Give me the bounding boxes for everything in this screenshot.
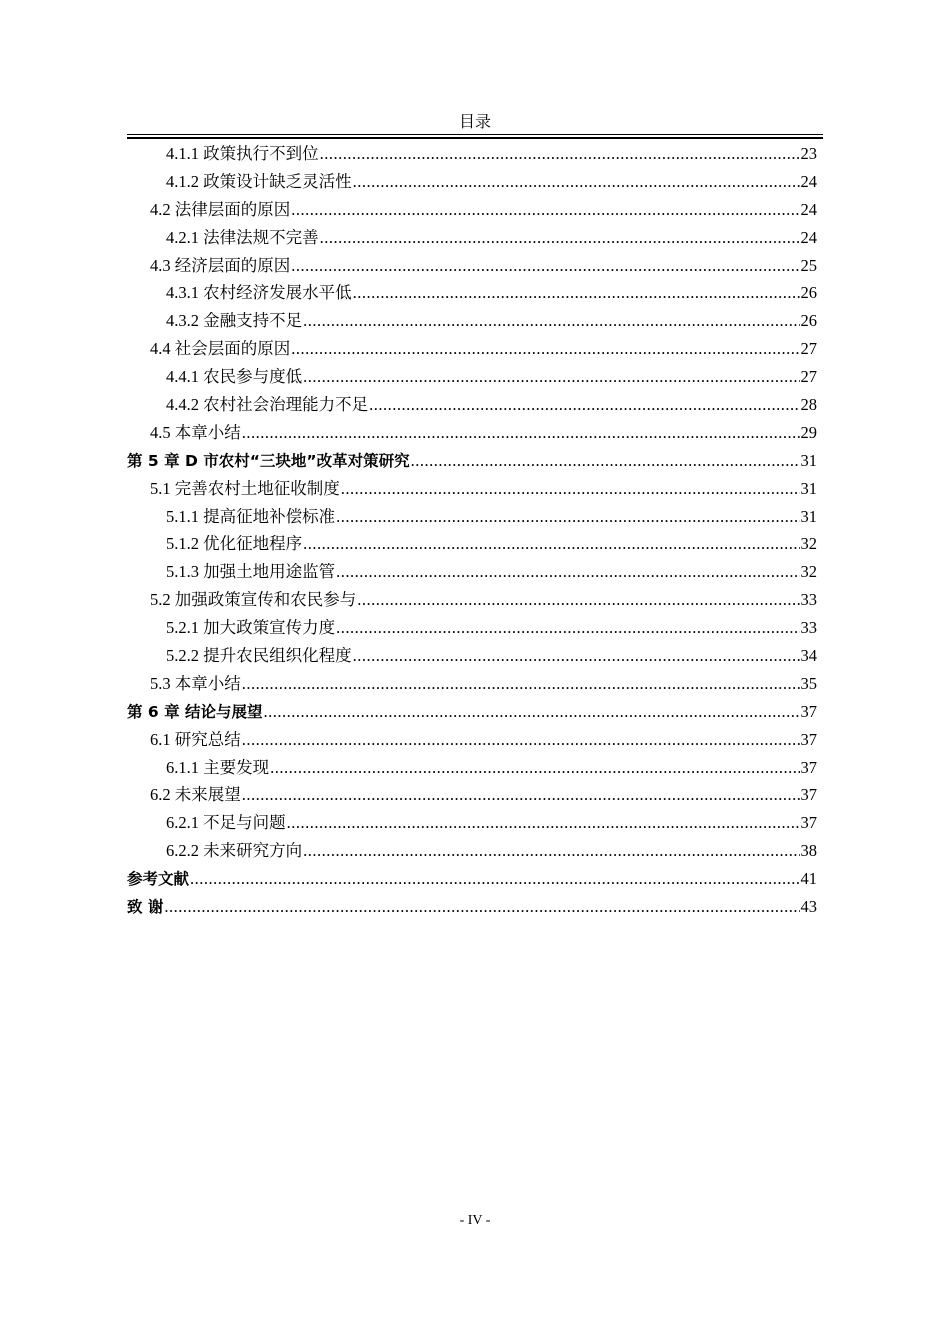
toc-entry-title: 4.3.1 农村经济发展水平低 [166, 283, 352, 303]
toc-entry-page: 43 [800, 897, 817, 917]
toc-leader-dots [164, 893, 799, 921]
toc-leader-dots [357, 586, 799, 614]
page-number: - IV - [459, 1213, 491, 1228]
toc-entry[interactable] [127, 837, 817, 865]
toc-entry[interactable] [127, 558, 817, 586]
toc-entry-title: 6.1 研究总结 [150, 729, 241, 749]
header-rule-thick [127, 137, 823, 139]
toc-leader-dots [291, 252, 799, 280]
toc-leader-dots [190, 865, 799, 893]
toc-entry-page: 23 [800, 144, 817, 163]
toc-entry[interactable] [127, 279, 817, 307]
toc-entry-title: 5.2.2 提升农民组织化程度 [166, 646, 352, 666]
toc-leader-dots [353, 642, 800, 670]
toc-entry-page: 34 [800, 646, 817, 666]
toc-leader-dots [242, 419, 800, 447]
toc-entry-title: 5.1.1 提高征地补偿标准 [166, 506, 336, 526]
toc-entry[interactable] [127, 642, 817, 670]
toc-entry-title: 5.2 加强政策宣传和农民参与 [150, 590, 357, 610]
toc-entry-title: 4.3.2 金融支持不足 [166, 311, 303, 331]
toc-entry-title: 6.2.1 不足与问题 [166, 813, 286, 833]
toc-entry-page: 31 [800, 450, 817, 470]
toc-entry-page: 37 [800, 757, 817, 777]
toc-entry[interactable] [127, 614, 817, 642]
toc-leader-dots [341, 475, 800, 503]
toc-leader-dots [270, 754, 799, 782]
toc-leader-dots [353, 279, 800, 307]
toc-entry[interactable] [127, 447, 817, 475]
toc-entry-page: 32 [800, 562, 817, 582]
toc-entry[interactable] [127, 670, 817, 698]
toc-entry[interactable] [127, 754, 817, 782]
toc-leader-dots [303, 837, 799, 865]
toc-entry-title: 第 6 章 结论与展望 [127, 702, 263, 721]
toc-entry-page: 24 [800, 227, 817, 247]
toc-entry[interactable] [127, 698, 817, 726]
toc-entry[interactable] [127, 196, 817, 224]
toc-entry[interactable] [127, 475, 817, 503]
page-header-title: 目录 [458, 114, 491, 131]
toc-leader-dots [303, 363, 799, 391]
toc-entry-page: 31 [800, 506, 817, 526]
toc-entry-title: 4.1.2 政策设计缺乏灵活性 [166, 171, 352, 191]
toc-leader-dots [291, 335, 799, 363]
toc-leader-dots [336, 558, 799, 586]
toc-entry[interactable] [127, 781, 817, 809]
toc-entry-title: 5.1.2 优化征地程序 [166, 534, 303, 554]
toc-leader-dots [353, 168, 800, 196]
toc-leader-dots [369, 391, 799, 419]
toc-entry-page: 28 [800, 395, 817, 415]
toc-entry-title: 5.1 完善农村土地征收制度 [150, 478, 340, 498]
toc-entry[interactable] [127, 586, 817, 614]
toc-entry-title: 5.2.1 加大政策宣传力度 [166, 618, 336, 638]
toc-leader-dots [287, 809, 800, 837]
toc-leader-dots [320, 140, 800, 168]
toc-entry-title: 4.4.1 农民参与度低 [166, 367, 303, 387]
toc-entry-page: 32 [800, 534, 817, 554]
toc-entry-page: 33 [800, 618, 817, 638]
toc-entry-title: 5.1.3 加强土地用途监管 [166, 562, 336, 582]
toc-entry-title: 5.3 本章小结 [150, 673, 241, 693]
toc-leader-dots [242, 726, 800, 754]
toc-entry-title: 致 谢 [127, 898, 164, 917]
toc-entry[interactable] [127, 224, 817, 252]
toc-leader-dots [320, 224, 800, 252]
toc-entry[interactable] [127, 893, 817, 921]
toc-entry-title: 参考文献 [127, 870, 190, 889]
toc-entry-page: 38 [800, 841, 817, 861]
toc-entry-title: 4.4 社会层面的原因 [150, 339, 291, 359]
toc-entry[interactable] [127, 307, 817, 335]
header-rule-thin [127, 134, 823, 135]
toc-entry-title: 4.4.2 农村社会治理能力不足 [166, 395, 369, 415]
toc-entry-page: 31 [800, 478, 817, 498]
toc-entry-page: 35 [800, 673, 817, 693]
toc-entry[interactable] [127, 809, 817, 837]
toc-leader-dots [303, 530, 799, 558]
toc-entry[interactable] [127, 530, 817, 558]
toc-entry[interactable] [127, 252, 817, 280]
toc-entry[interactable] [127, 140, 817, 168]
toc-entry-page: 37 [800, 701, 817, 721]
toc-entry[interactable] [127, 168, 817, 196]
toc-entry[interactable] [127, 335, 817, 363]
toc-entry-page: 26 [800, 311, 817, 331]
toc-entry-page: 26 [800, 283, 817, 303]
toc-entry-title: 4.2 法律层面的原因 [150, 199, 291, 219]
toc-leader-dots [242, 781, 800, 809]
toc-entry-title: 6.2 未来展望 [150, 785, 241, 805]
toc-entry-page: 41 [800, 869, 817, 889]
toc-entry-page: 37 [800, 729, 817, 749]
toc-entry[interactable] [127, 503, 817, 531]
toc-leader-dots [336, 614, 799, 642]
toc-entry[interactable] [127, 363, 817, 391]
toc-entry-page: 37 [800, 813, 817, 833]
toc-entry-title: 4.2.1 法律法规不完善 [166, 227, 319, 247]
toc-entry-page: 24 [800, 199, 817, 219]
toc-entry-page: 37 [800, 785, 817, 805]
toc-entry-page: 25 [800, 255, 817, 275]
toc-entry-page: 33 [800, 590, 817, 610]
toc-entry-page: 29 [800, 422, 817, 442]
toc-leader-dots [291, 196, 799, 224]
toc-entry[interactable] [127, 391, 817, 419]
toc-entry-page: 27 [800, 339, 817, 359]
toc-entry-title: 第 5 章 D 市农村“三块地”改革对策研究 [127, 451, 410, 470]
toc-entry-title: 6.2.2 未来研究方向 [166, 841, 303, 861]
toc-entry-title: 4.3 经济层面的原因 [150, 255, 291, 275]
toc-leader-dots [411, 447, 800, 475]
toc-leader-dots [336, 503, 799, 531]
toc-entry-title: 4.1.1 政策执行不到位 [166, 144, 319, 163]
toc-entry[interactable] [127, 865, 817, 893]
toc-entry-title: 4.5 本章小结 [150, 422, 241, 442]
toc-leader-dots [242, 670, 800, 698]
toc-leader-dots [263, 698, 799, 726]
toc-entry-title: 6.1.1 主要发现 [166, 757, 270, 777]
table-of-contents [127, 140, 817, 921]
toc-entry[interactable] [127, 726, 817, 754]
toc-leader-dots [303, 307, 799, 335]
toc-entry-page: 24 [800, 171, 817, 191]
toc-entry[interactable] [127, 419, 817, 447]
toc-entry-page: 27 [800, 367, 817, 387]
